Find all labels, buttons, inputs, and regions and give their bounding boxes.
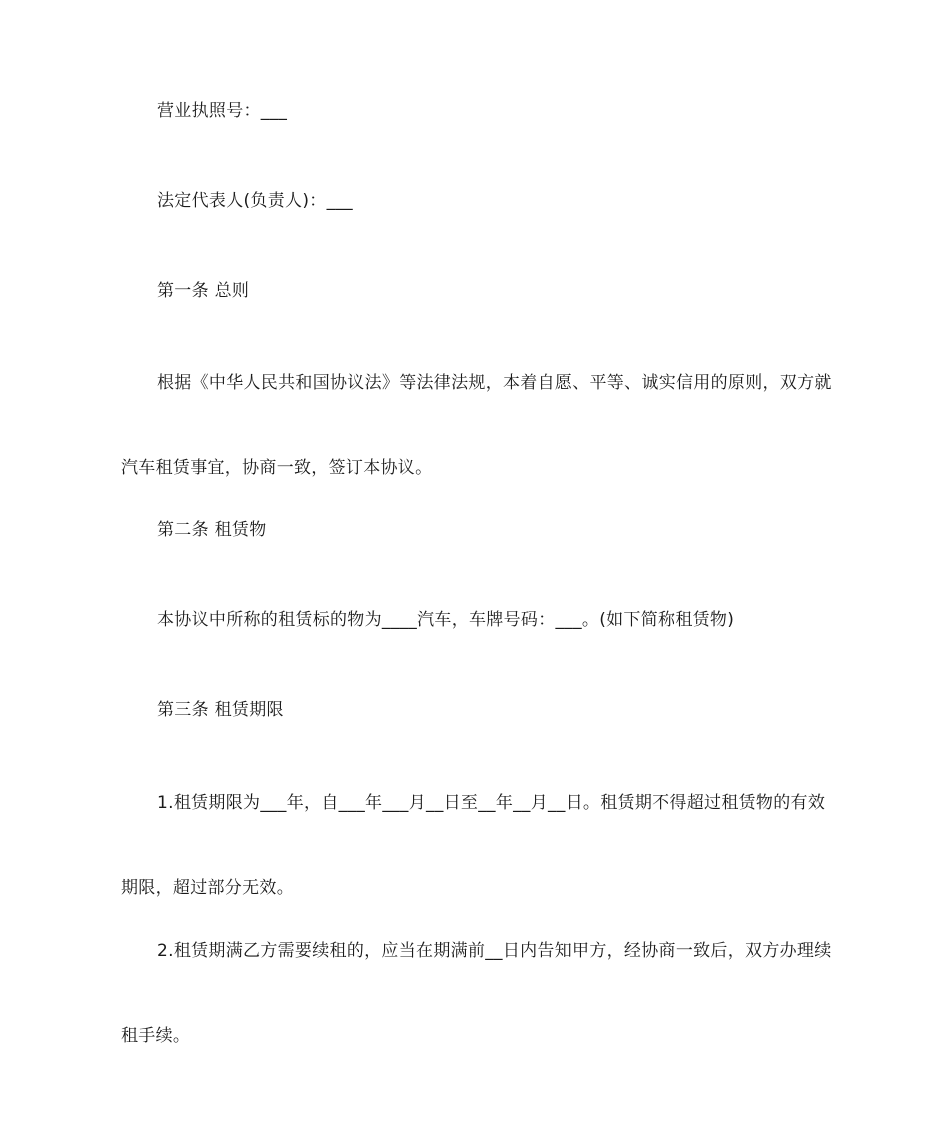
article-1-title: 第一条 总则: [157, 281, 250, 301]
article-2-title: 第二条 租赁物: [157, 520, 267, 540]
article-2-body: 本协议中所称的租赁标的物为____汽车，车牌号码：___。(如下简称租赁物): [157, 610, 735, 630]
business-license-line: 营业执照号：___: [157, 101, 288, 121]
article-3-item-2: 2.租赁期满乙方需要续租的，应当在期满前__日内告知甲方，经协商一致后，双方办理续租手续。: [121, 941, 832, 1046]
article-1-body: 根据《中华人民共和国协议法》等法律法规，本着自愿、平等、诚实信用的原则，双方就汽车租赁事宜，协商一致，签订本协议。: [121, 373, 832, 478]
article-3-item-1: 1.租赁期限为___年，自___年___月__日至__年__月__日。租赁期不得超过租赁物的有效期限，超过部分无效。: [121, 793, 826, 898]
article-3-title: 第三条 租赁期限: [157, 700, 284, 720]
legal-representative-line: 法定代表人(负责人)：___: [157, 191, 353, 211]
